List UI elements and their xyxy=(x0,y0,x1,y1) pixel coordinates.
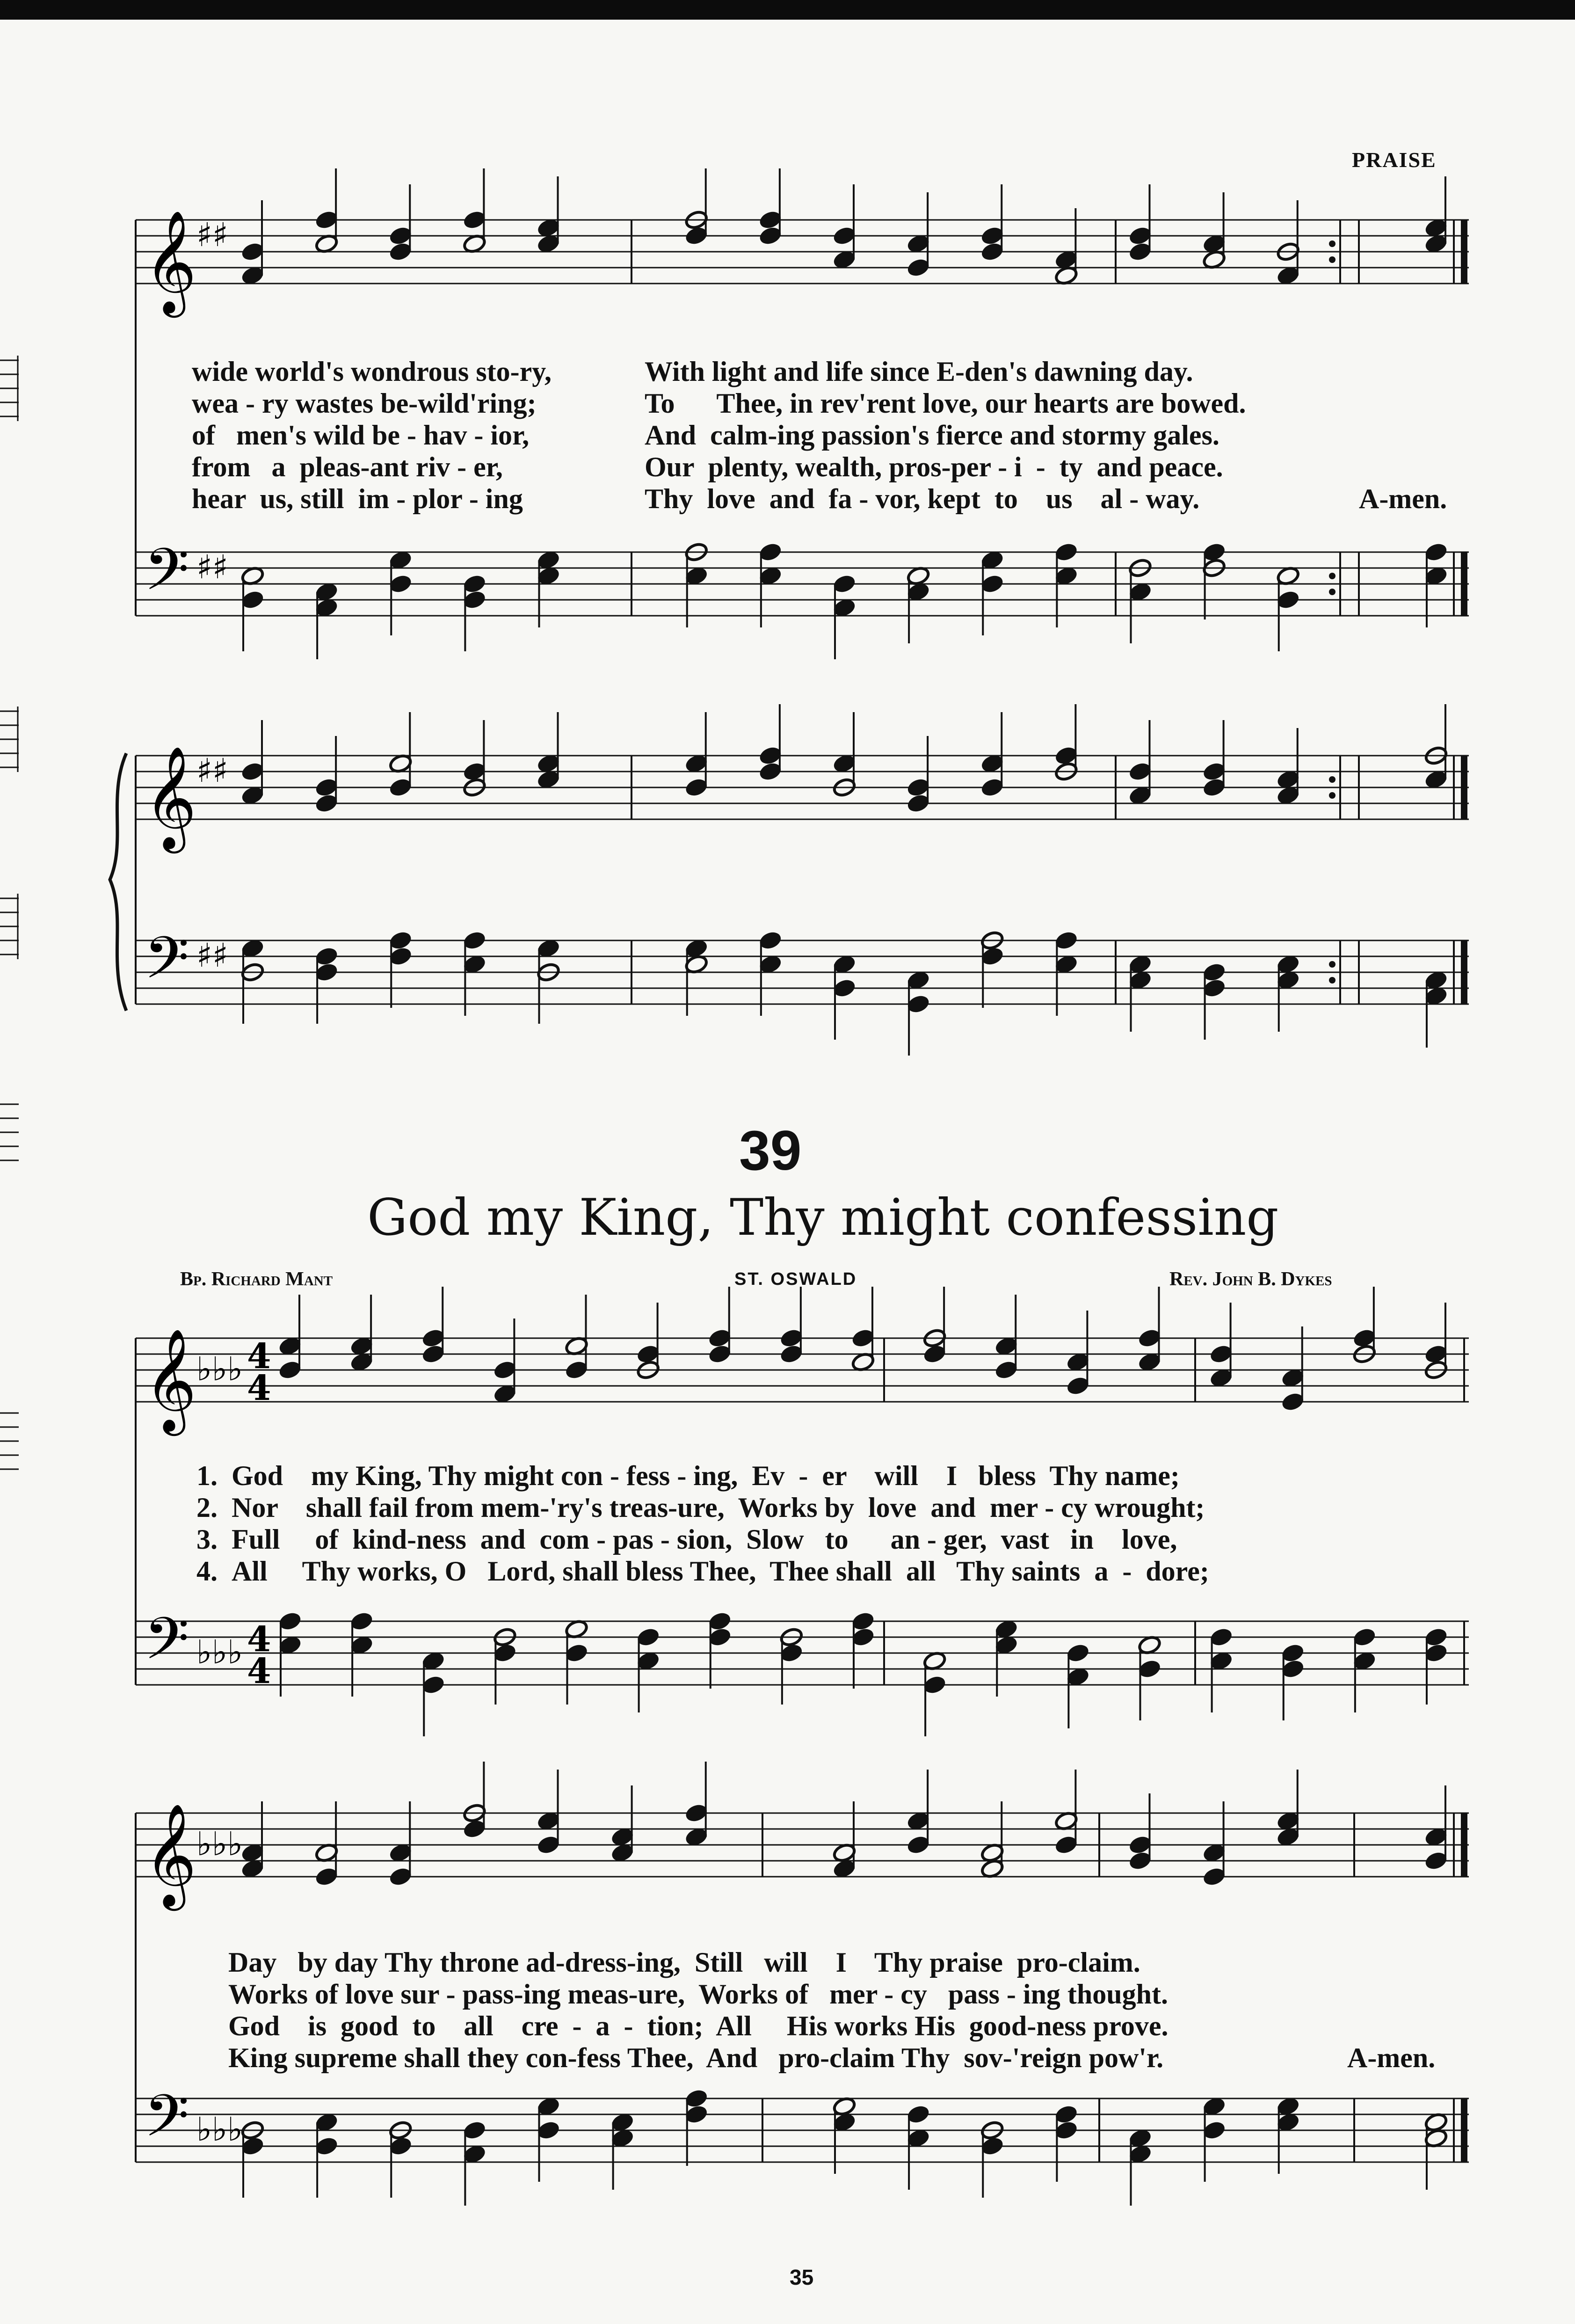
verse-line: Full of kind-ness and com - pas - sion, Slow to an - ger, vast in love, xyxy=(232,1524,1177,1555)
prev-lyric-1a: wide world's wondrous sto-ry, xyxy=(192,356,552,387)
section-label: PRAISE xyxy=(1352,148,1437,172)
tune-name: ST. OSWALD xyxy=(734,1269,857,1289)
author-credit: Bp. Richard Mant xyxy=(180,1268,333,1290)
prev-lyric-4b: Our plenty, wealth, pros-per - i - ty and peace. xyxy=(645,452,1223,482)
treble-clef-icon: 𝄞 xyxy=(144,210,197,313)
bass-clef-icon: 𝄢 xyxy=(144,1605,189,1687)
prev-lyric-5a: hear us, still im - plor - ing xyxy=(192,483,523,514)
composer-credit: Rev. John B. Dykes xyxy=(1169,1268,1332,1290)
repeat-dot xyxy=(1329,977,1335,984)
key-signature-flats: ♭♭♭ xyxy=(196,2110,243,2149)
key-signature-flats: ♭♭♭ xyxy=(196,1633,243,1671)
prev-lyric-2a: wea - ry wastes be-wild'ring; xyxy=(192,388,537,419)
verse-line: Works of love sur - pass-ing meas-ure, Works of mer - cy pass - ing thought. xyxy=(228,1979,1169,2010)
prev-lyric-4a: from a pleas-ant riv - er, xyxy=(192,452,503,482)
verse-number: 3. xyxy=(196,1524,218,1555)
key-signature-flats: ♭♭♭ xyxy=(196,1825,243,1863)
verse-number: 4. xyxy=(196,1556,218,1587)
repeat-dot xyxy=(1329,776,1335,783)
hymn-title: God my King, Thy might confessing xyxy=(367,1188,1279,1247)
treble-clef-icon: 𝄞 xyxy=(144,745,197,849)
bass-clef-icon: 𝄢 xyxy=(144,536,189,618)
key-signature-sharps: ♯♯ xyxy=(196,216,228,254)
bass-clef-icon: 𝄢 xyxy=(144,2083,189,2164)
treble-clef-icon: 𝄞 xyxy=(144,1803,197,1906)
verse-line: God is good to all cre - a - tion; All His works His good-ness prove. xyxy=(228,2011,1169,2041)
key-signature-sharps: ♯♯ xyxy=(196,751,228,790)
verse-line: All Thy works, O Lord, shall bless Thee, Thee shall all Thy saints a - dore; xyxy=(232,1556,1209,1587)
repeat-dot xyxy=(1329,589,1335,595)
verse-line: King supreme shall they con-fess Thee, And pro-claim Thy sov-'reign pow'r. xyxy=(228,2042,1164,2073)
prev-lyric-3b: And calm-ing passion's fierce and stormy gales. xyxy=(645,420,1219,451)
time-signature-bottom: 4 xyxy=(247,1651,271,1691)
verse-line: Nor shall fail from mem-'ry's treas-ure, Works by love and mer - cy wrought; xyxy=(232,1492,1205,1523)
treble-clef-icon: 𝄞 xyxy=(144,1328,197,1431)
time-signature-bottom: 4 xyxy=(247,1368,271,1408)
repeat-dot xyxy=(1329,240,1335,247)
page-number: 35 xyxy=(790,2265,814,2289)
repeat-dot xyxy=(1329,792,1335,799)
prev-lyric-1b: With light and life since E-den's dawning day. xyxy=(645,356,1193,387)
verse-number: 1. xyxy=(196,1460,218,1491)
bass-clef-icon: 𝄢 xyxy=(144,925,189,1006)
repeat-dot xyxy=(1329,573,1335,579)
repeat-dot xyxy=(1329,961,1335,968)
amen-label: A-men. xyxy=(1347,2042,1436,2073)
time-signature-top: 4 xyxy=(247,1619,271,1660)
key-signature-sharps: ♯♯ xyxy=(196,936,228,975)
prev-lyric-5b: Thy love and fa - vor, kept to us al - way. xyxy=(645,483,1200,514)
time-signature-top: 4 xyxy=(247,1336,271,1377)
verse-number: 2. xyxy=(196,1492,218,1523)
prev-amen: A-men. xyxy=(1359,483,1447,514)
verse-line: God my King, Thy might con - fess - ing, Ev - er will I bless Thy name; xyxy=(232,1460,1180,1491)
hymn-number: 39 xyxy=(739,1119,802,1182)
key-signature-flats: ♭♭♭ xyxy=(196,1350,243,1388)
repeat-dot xyxy=(1329,256,1335,263)
key-signature-sharps: ♯♯ xyxy=(196,548,228,586)
piano-brace xyxy=(110,753,126,1011)
prev-lyric-3a: of men's wild be - hav - ior, xyxy=(192,420,530,451)
prev-lyric-2b: To Thee, in rev'rent love, our hearts are bowed. xyxy=(645,388,1246,419)
verse-line: Day by day Thy throne ad-dress-ing, Still will I Thy praise pro-claim. xyxy=(228,1947,1140,1978)
